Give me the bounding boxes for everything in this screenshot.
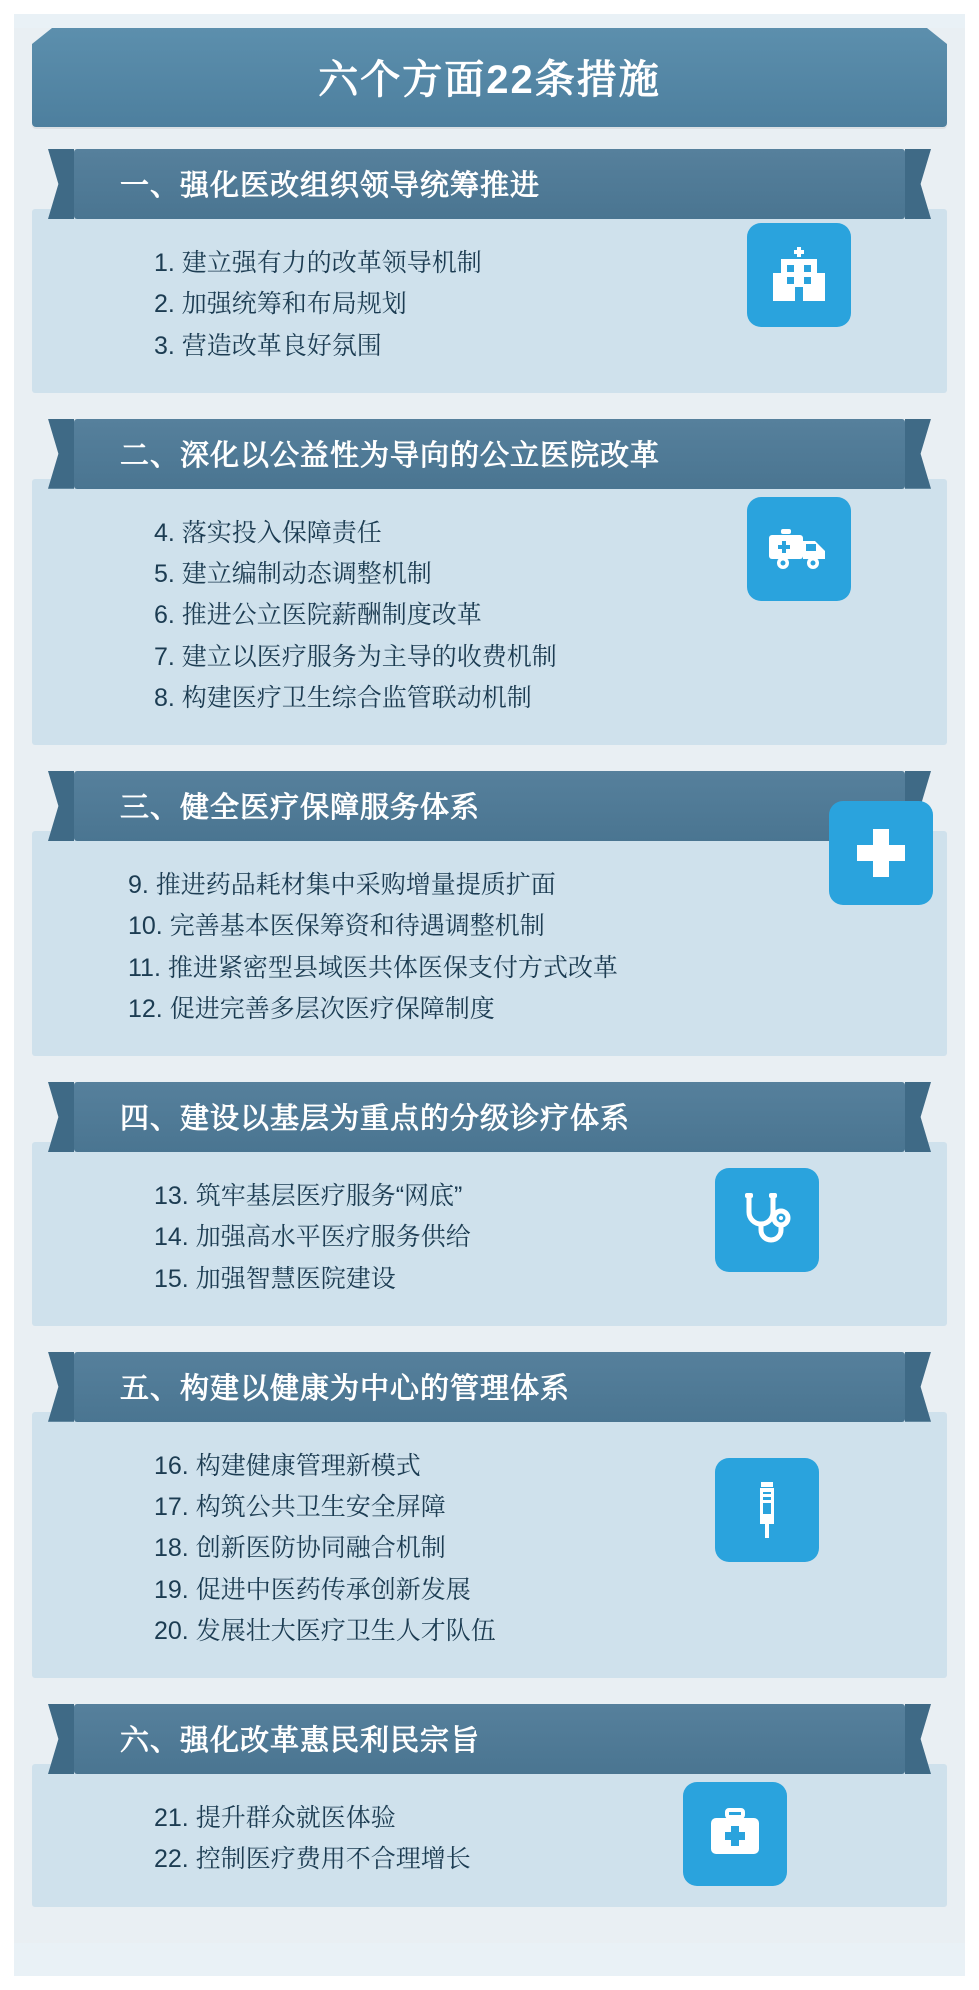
- section-6-body: [32, 1764, 947, 1907]
- section-4-heading: 四、建设以基层为重点的分级诊疗体系: [74, 1082, 905, 1152]
- list-item: 22. 控制医疗费用不合理增长: [154, 1845, 471, 1874]
- list-item: 19. 促进中医药传承创新发展: [154, 1575, 471, 1604]
- page-title: 六个方面22条措施: [32, 28, 947, 127]
- section-5: [32, 1352, 947, 1678]
- section-3-items: [58, 865, 921, 1030]
- list-item: 5. 建立编制动态调整机制: [154, 560, 432, 588]
- section-2-body: [32, 479, 947, 745]
- list-item: 7. 建立以医疗服务为主导的收费机制: [154, 642, 557, 671]
- section-3-heading: 三、健全医疗保障服务体系: [74, 771, 905, 841]
- hospital-icon: [747, 223, 851, 327]
- list-item: 18. 创新医防协同融合机制: [154, 1534, 446, 1563]
- list-item: 1. 建立强有力的改革领导机制: [154, 249, 482, 277]
- section-2: [32, 419, 947, 745]
- list-item: 13. 筑牢基层医疗服务“网底”: [154, 1182, 463, 1210]
- list-item: 8. 构建医疗卫生综合监管联动机制: [154, 683, 532, 712]
- list-item: 20. 发展壮大医疗卫生人才队伍: [154, 1616, 496, 1645]
- section-3-body: [32, 831, 947, 1056]
- list-item: 14. 加强高水平医疗服务供给: [154, 1223, 471, 1252]
- medical-cross-icon: [829, 801, 933, 905]
- stethoscope-icon: [715, 1168, 819, 1272]
- section-5-heading: 五、构建以健康为中心的管理体系: [74, 1352, 905, 1422]
- list-item: 3. 营造改革良好氛围: [154, 331, 382, 360]
- list-item: 4. 落实投入保障责任: [154, 518, 382, 547]
- section-6: [32, 1704, 947, 1907]
- section-4: [32, 1082, 947, 1326]
- section-1-heading: 一、强化医改组织领导统筹推进: [74, 149, 905, 219]
- section-4-body: [32, 1142, 947, 1326]
- section-3: [32, 771, 947, 1056]
- list-item: 16. 构建健康管理新模式: [154, 1451, 421, 1480]
- list-item: 17. 构筑公共卫生安全屏障: [154, 1493, 446, 1521]
- first-aid-kit-icon: [683, 1782, 787, 1886]
- list-item: 10. 完善基本医保筹资和待遇调整机制: [128, 912, 545, 941]
- list-item: 9. 推进药品耗材集中采购增量提质扩面: [128, 871, 556, 899]
- list-item: 12. 促进完善多层次医疗保障制度: [128, 994, 495, 1023]
- list-item: 21. 提升群众就医体验: [154, 1804, 396, 1832]
- section-6-heading: 六、强化改革惠民利民宗旨: [74, 1704, 905, 1774]
- section-6-items: [58, 1798, 921, 1881]
- list-item: 2. 加强统筹和布局规划: [154, 290, 407, 319]
- section-2-heading: 二、深化以公益性为导向的公立医院改革: [74, 419, 905, 489]
- ambulance-icon: [747, 497, 851, 601]
- section-5-body: [32, 1412, 947, 1678]
- section-1-body: [32, 209, 947, 393]
- list-item: 6. 推进公立医院薪酬制度改革: [154, 601, 482, 630]
- syringe-icon: [715, 1458, 819, 1562]
- section-1: [32, 149, 947, 393]
- list-item: 15. 加强智慧医院建设: [154, 1264, 396, 1293]
- list-item: 11. 推进紧密型县域医共体医保支付方式改革: [128, 953, 618, 982]
